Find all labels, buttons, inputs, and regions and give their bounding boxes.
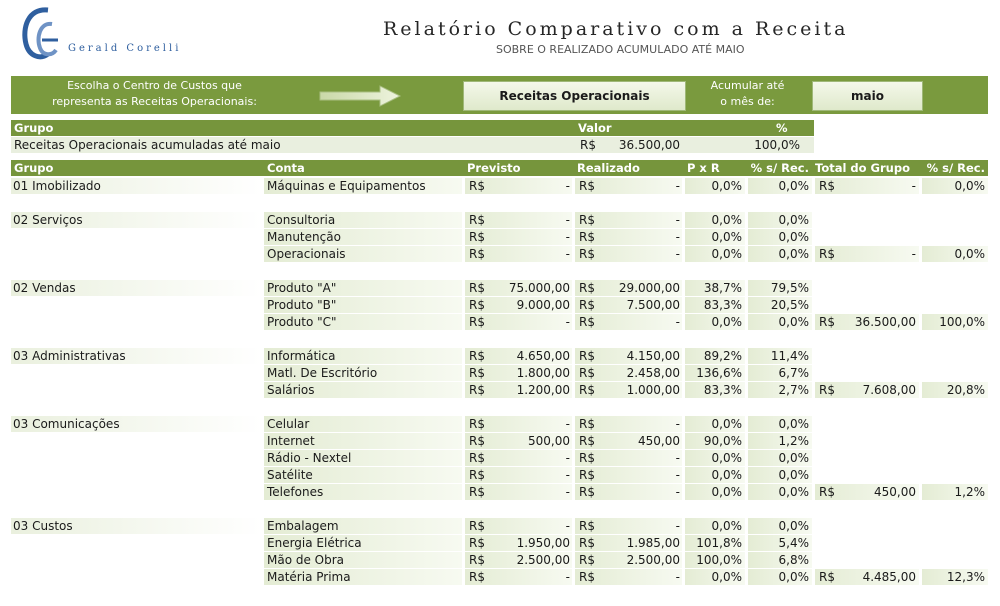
previsto-cell: - xyxy=(565,247,570,261)
realizado-currency: R$ xyxy=(579,315,595,329)
realizado-cell: - xyxy=(675,213,680,227)
group-name: 01 Imobilizado xyxy=(13,179,101,193)
group-total: 36.500,00 xyxy=(854,315,916,329)
realizado-cell: - xyxy=(675,519,680,533)
realizado-currency: R$ xyxy=(579,570,595,584)
group-total-pct: 100,0% xyxy=(939,315,985,329)
accumulate-label-line1: Acumular até xyxy=(710,79,785,92)
realizado-cell: 7.500,00 xyxy=(626,298,680,312)
previsto-cell: 500,00 xyxy=(528,434,570,448)
pct-rec-cell: 0,0% xyxy=(778,315,809,329)
realizado-currency: R$ xyxy=(579,417,595,431)
previsto-currency: R$ xyxy=(469,247,485,261)
realizado-currency: R$ xyxy=(579,179,595,193)
conta-cell: Operacionais xyxy=(267,247,346,261)
previsto-cell: 1.800,00 xyxy=(516,366,570,380)
group-total-pct: 0,0% xyxy=(954,247,985,261)
previsto-cell: - xyxy=(565,468,570,482)
group-total: 4.485,00 xyxy=(862,570,916,584)
previsto-cell: - xyxy=(565,485,570,499)
realizado-cell: - xyxy=(675,179,680,193)
total-currency: R$ xyxy=(819,315,835,329)
group-total: - xyxy=(911,247,916,261)
realizado-currency: R$ xyxy=(579,536,595,550)
group-total-pct: 12,3% xyxy=(946,570,985,584)
pct-rec-cell: 11,4% xyxy=(770,349,809,363)
pxr-cell: 90,0% xyxy=(703,434,742,448)
pct-rec-cell: 0,0% xyxy=(778,485,809,499)
pct-rec-cell: 0,0% xyxy=(778,213,809,227)
previsto-cell: - xyxy=(565,519,570,533)
total-currency: R$ xyxy=(819,570,835,584)
page-title: Relatório Comparativo com a Receita xyxy=(383,18,849,40)
summary-header-valor: Valor xyxy=(578,121,612,135)
pct-rec-cell: 0,0% xyxy=(778,247,809,261)
previsto-currency: R$ xyxy=(469,281,485,295)
realizado-cell: - xyxy=(675,451,680,465)
realizado-cell: 450,00 xyxy=(638,434,680,448)
pct-rec-cell: 0,0% xyxy=(778,230,809,244)
conta-cell: Rádio - Nextel xyxy=(267,451,352,465)
pxr-cell: 0,0% xyxy=(711,570,742,584)
cost-center-label xyxy=(22,78,287,110)
previsto-currency: R$ xyxy=(469,230,485,244)
realizado-cell: - xyxy=(675,468,680,482)
previsto-cell: - xyxy=(565,570,570,584)
previsto-currency: R$ xyxy=(469,315,485,329)
realizado-currency: R$ xyxy=(579,451,595,465)
conta-cell: Salários xyxy=(267,383,315,397)
col-pct-rec: % s/ Rec. xyxy=(750,161,809,175)
conta-cell: Matl. De Escritório xyxy=(267,366,378,380)
previsto-currency: R$ xyxy=(469,349,485,363)
previsto-currency: R$ xyxy=(469,179,485,193)
pxr-cell: 0,0% xyxy=(711,247,742,261)
conta-cell: Consultoria xyxy=(267,213,336,227)
previsto-currency: R$ xyxy=(469,213,485,227)
pct-rec-cell: 0,0% xyxy=(778,179,809,193)
previsto-currency: R$ xyxy=(469,366,485,380)
realizado-cell: - xyxy=(675,417,680,431)
realizado-cell: - xyxy=(675,315,680,329)
realizado-cell: - xyxy=(675,485,680,499)
previsto-currency: R$ xyxy=(469,485,485,499)
pxr-cell: 0,0% xyxy=(711,468,742,482)
group-total: 7.608,00 xyxy=(862,383,916,397)
col-realizado: Realizado xyxy=(577,161,640,175)
pct-rec-cell: 0,0% xyxy=(778,451,809,465)
summary-header-grupo: Grupo xyxy=(14,121,54,135)
pct-rec-cell: 2,7% xyxy=(778,383,809,397)
cost-center-select[interactable]: Receitas Operacionais xyxy=(463,81,686,111)
conta-cell: Energia Elétrica xyxy=(267,536,362,550)
conta-cell: Celular xyxy=(267,417,310,431)
summary-pct: 100,0% xyxy=(754,138,800,152)
pxr-cell: 0,0% xyxy=(711,451,742,465)
realizado-currency: R$ xyxy=(579,553,595,567)
realizado-currency: R$ xyxy=(579,230,595,244)
group-total: - xyxy=(911,179,916,193)
watermark xyxy=(0,0,11,130)
col-pct-rec-total: % s/ Rec. xyxy=(926,161,985,175)
arrow-right-icon xyxy=(318,85,402,107)
realizado-cell: 1.985,00 xyxy=(626,536,680,550)
previsto-currency: R$ xyxy=(469,553,485,567)
previsto-cell: 75.000,00 xyxy=(508,281,570,295)
pct-rec-cell: 0,0% xyxy=(778,417,809,431)
group-name: 02 Vendas xyxy=(13,281,76,295)
realizado-currency: R$ xyxy=(579,213,595,227)
conta-cell: Embalagem xyxy=(267,519,339,533)
group-name: 03 Comunicações xyxy=(13,417,120,431)
pxr-cell: 89,2% xyxy=(703,349,742,363)
cost-center-label-line1: Escolha o Centro de Custos que xyxy=(67,79,242,92)
pxr-cell: 0,0% xyxy=(711,230,742,244)
conta-cell: Internet xyxy=(267,434,315,448)
conta-cell: Máquinas e Equipamentos xyxy=(267,179,426,193)
realizado-currency: R$ xyxy=(579,434,595,448)
previsto-cell: 1.950,00 xyxy=(516,536,570,550)
pxr-cell: 101,8% xyxy=(696,536,742,550)
previsto-cell: - xyxy=(565,451,570,465)
group-name: 02 Serviços xyxy=(13,213,83,227)
previsto-cell: 9.000,00 xyxy=(516,298,570,312)
previsto-currency: R$ xyxy=(469,468,485,482)
total-currency: R$ xyxy=(819,247,835,261)
pxr-cell: 0,0% xyxy=(711,315,742,329)
conta-cell: Produto "B" xyxy=(267,298,337,312)
previsto-currency: R$ xyxy=(469,451,485,465)
conta-cell: Informática xyxy=(267,349,336,363)
month-select[interactable]: maio xyxy=(812,81,923,111)
conta-cell: Telefones xyxy=(267,485,324,499)
realizado-cell: 2.500,00 xyxy=(626,553,680,567)
previsto-currency: R$ xyxy=(469,570,485,584)
previsto-cell: 1.200,00 xyxy=(516,383,570,397)
pct-rec-cell: 0,0% xyxy=(778,468,809,482)
pxr-cell: 83,3% xyxy=(703,298,742,312)
pct-rec-cell: 6,8% xyxy=(778,553,809,567)
cost-center-label-line2: representa as Receitas Operacionais: xyxy=(52,95,257,108)
realizado-currency: R$ xyxy=(579,298,595,312)
pxr-cell: 0,0% xyxy=(711,519,742,533)
page-subtitle: SOBRE O REALIZADO ACUMULADO ATÉ MAIO xyxy=(496,43,745,56)
company-logo xyxy=(18,4,66,70)
realizado-currency: R$ xyxy=(579,468,595,482)
total-currency: R$ xyxy=(819,383,835,397)
previsto-currency: R$ xyxy=(469,417,485,431)
pct-rec-cell: 1,2% xyxy=(778,434,809,448)
summary-header-pct: % xyxy=(776,121,788,135)
summary-label: Receitas Operacionais acumuladas até maio xyxy=(14,138,281,152)
group-total-pct: 20,8% xyxy=(946,383,985,397)
total-currency: R$ xyxy=(819,179,835,193)
previsto-cell: 4.650,00 xyxy=(516,349,570,363)
pxr-cell: 0,0% xyxy=(711,417,742,431)
pxr-cell: 0,0% xyxy=(711,179,742,193)
realizado-cell: - xyxy=(675,247,680,261)
realizado-cell: 29.000,00 xyxy=(618,281,680,295)
conta-cell: Manutenção xyxy=(267,230,341,244)
realizado-cell: 1.000,00 xyxy=(626,383,680,397)
group-total-pct: 0,0% xyxy=(954,179,985,193)
realizado-currency: R$ xyxy=(579,349,595,363)
conta-cell: Matéria Prima xyxy=(267,570,351,584)
pct-rec-cell: 20,5% xyxy=(770,298,809,312)
realizado-cell: - xyxy=(675,230,680,244)
accumulate-label-line2: o mês de: xyxy=(720,95,775,108)
pct-rec-cell: 5,4% xyxy=(778,536,809,550)
accumulate-label xyxy=(695,78,800,110)
summary-header xyxy=(11,120,814,136)
col-grupo: Grupo xyxy=(14,161,54,175)
realizado-cell: - xyxy=(675,570,680,584)
realizado-cell: 4.150,00 xyxy=(626,349,680,363)
group-name: 03 Administrativas xyxy=(13,349,126,363)
previsto-currency: R$ xyxy=(469,519,485,533)
col-previsto: Previsto xyxy=(467,161,521,175)
summary-currency: R$ xyxy=(580,138,596,152)
pxr-cell: 136,6% xyxy=(696,366,742,380)
pxr-cell: 100,0% xyxy=(696,553,742,567)
conta-cell: Produto "A" xyxy=(267,281,337,295)
realizado-cell: 2.458,00 xyxy=(626,366,680,380)
pct-rec-cell: 79,5% xyxy=(770,281,809,295)
previsto-cell: 2.500,00 xyxy=(516,553,570,567)
col-conta: Conta xyxy=(267,161,305,175)
conta-cell: Satélite xyxy=(267,468,313,482)
col-total-grupo: Total do Grupo xyxy=(815,161,910,175)
col-pxr: P x R xyxy=(687,161,720,175)
pxr-cell: 83,3% xyxy=(703,383,742,397)
pct-rec-cell: 6,7% xyxy=(778,366,809,380)
previsto-cell: - xyxy=(565,230,570,244)
realizado-currency: R$ xyxy=(579,366,595,380)
group-total-pct: 1,2% xyxy=(954,485,985,499)
previsto-currency: R$ xyxy=(469,298,485,312)
realizado-currency: R$ xyxy=(579,383,595,397)
pct-rec-cell: 0,0% xyxy=(778,570,809,584)
group-name: 03 Custos xyxy=(13,519,73,533)
previsto-cell: - xyxy=(565,179,570,193)
previsto-cell: - xyxy=(565,315,570,329)
summary-value: 36.500,00 xyxy=(618,138,680,152)
realizado-currency: R$ xyxy=(579,485,595,499)
previsto-cell: - xyxy=(565,213,570,227)
realizado-currency: R$ xyxy=(579,519,595,533)
pct-rec-cell: 0,0% xyxy=(778,519,809,533)
conta-cell: Produto "C" xyxy=(267,315,337,329)
realizado-currency: R$ xyxy=(579,247,595,261)
group-total: 450,00 xyxy=(874,485,916,499)
previsto-currency: R$ xyxy=(469,383,485,397)
previsto-cell: - xyxy=(565,417,570,431)
company-name: Gerald Corelli xyxy=(68,43,182,54)
pxr-cell: 38,7% xyxy=(703,281,742,295)
total-currency: R$ xyxy=(819,485,835,499)
pxr-cell: 0,0% xyxy=(711,213,742,227)
previsto-currency: R$ xyxy=(469,536,485,550)
realizado-currency: R$ xyxy=(579,281,595,295)
conta-cell: Mão de Obra xyxy=(267,553,345,567)
pxr-cell: 0,0% xyxy=(711,485,742,499)
previsto-currency: R$ xyxy=(469,434,485,448)
